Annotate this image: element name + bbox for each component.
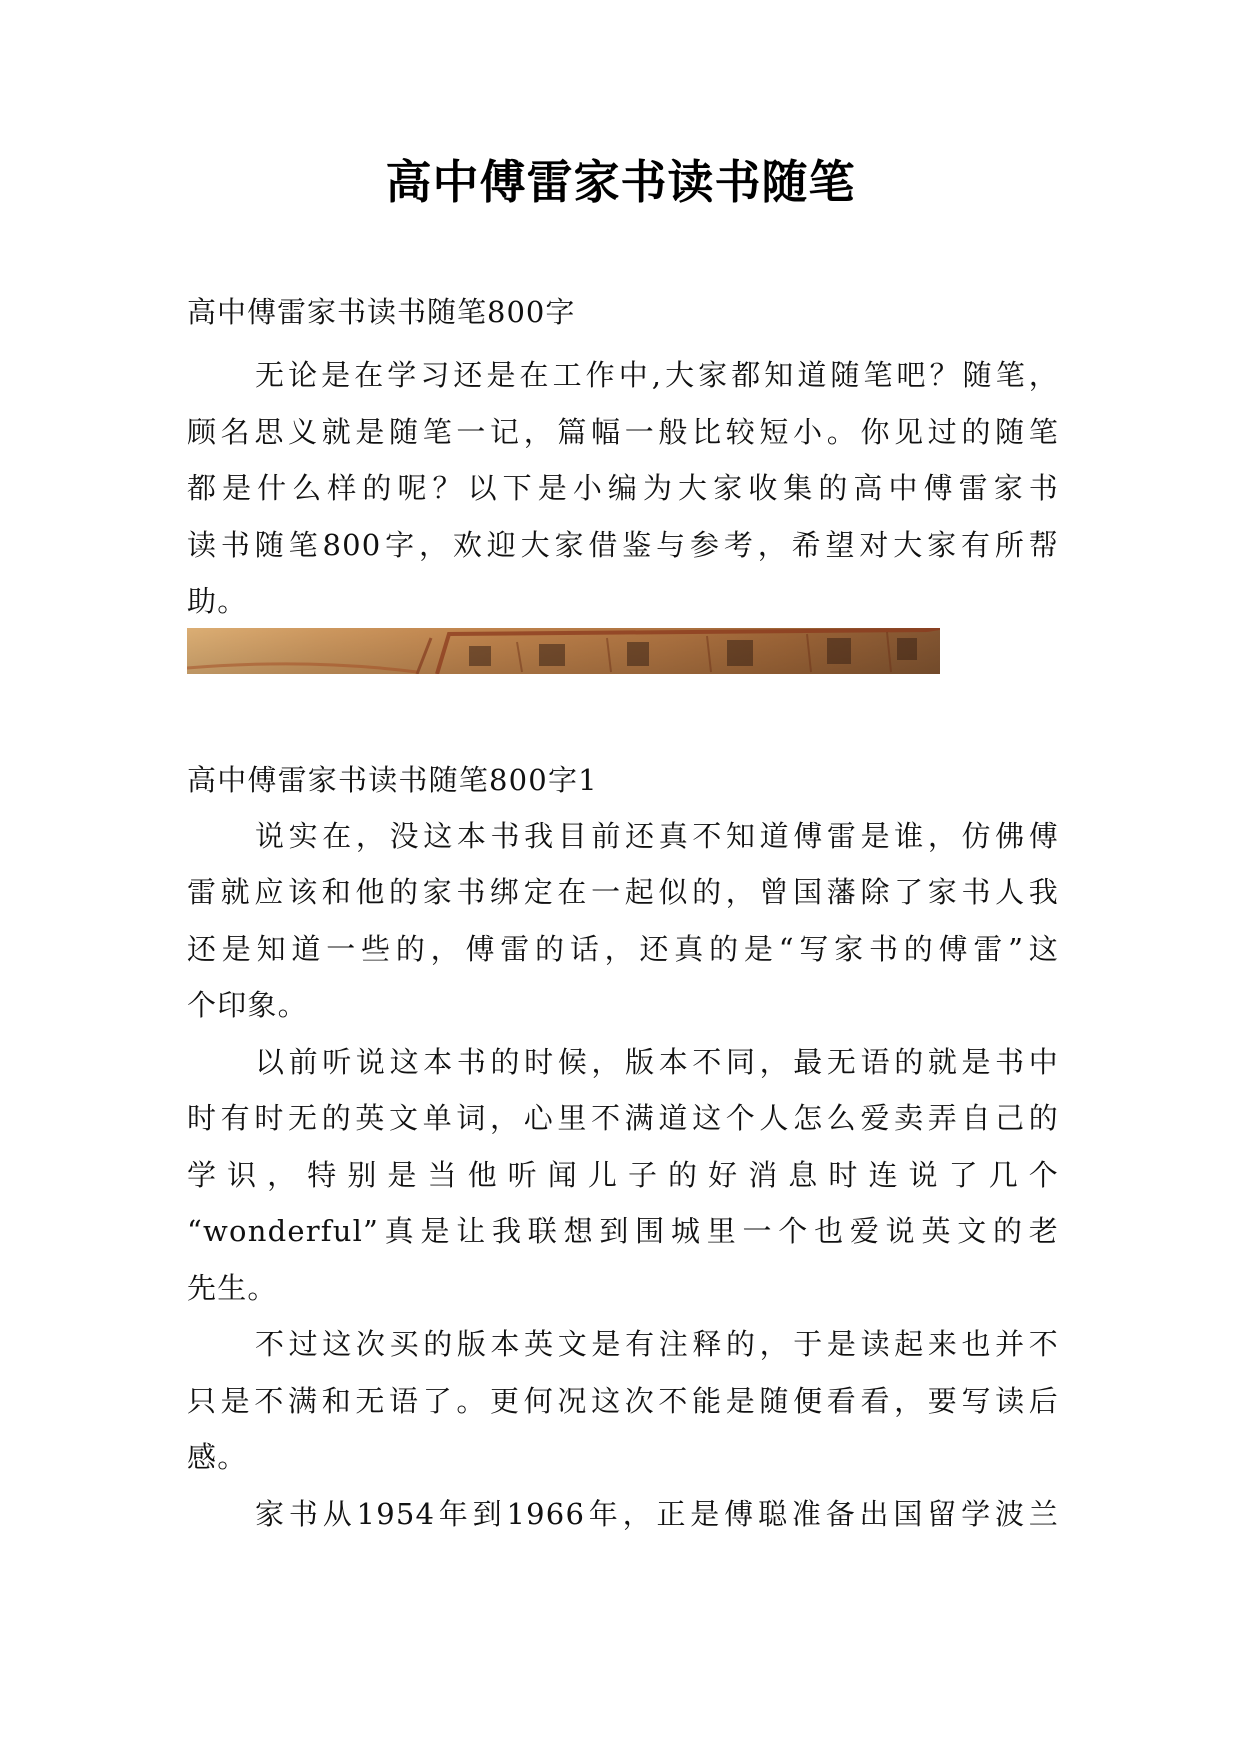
paragraph-line: 以前听说这本书的时候，版本不同，最无语的就是书中: [255, 1045, 1059, 1079]
paragraph-line: 个印象。: [187, 988, 308, 1022]
book-photo-banner: [187, 628, 940, 674]
paragraph-line: 还是知道一些的，傅雷的话，还真的是“写家书的傅雷”这: [187, 932, 1059, 966]
paragraph-line: 雷就应该和他的家书绑定在一起似的，曾国藩除了家书人我: [187, 875, 1059, 909]
document-title: 高中傅雷家书读书随笔: [385, 155, 856, 209]
intro-line: 顾名思义就是随笔一记，篇幅一般比较短小。你见过的随笔: [187, 415, 1059, 449]
intro-line: 都是什么样的呢？以下是小编为大家收集的高中傅雷家书: [187, 471, 1059, 505]
section-heading: 高中傅雷家书读书随笔800字1: [187, 763, 598, 797]
paragraph-line: 先生。: [187, 1271, 278, 1305]
paragraph-line: 说实在，没这本书我目前还真不知道傅雷是谁，仿佛傅: [255, 819, 1059, 853]
book-photo-image: [187, 628, 940, 674]
paragraph-line: 学识，特别是当他听闻儿子的好消息时连说了几个: [187, 1158, 1059, 1192]
paragraph-line: 只是不满和无语了。更何况这次不能是随便看看，要写读后: [187, 1384, 1059, 1418]
paragraph-line: 家书从1954年到1966年，正是傅聪准备出国留学波兰: [255, 1497, 1059, 1531]
paragraph-line: “wonderful”真是让我联想到围城里一个也爱说英文的老: [187, 1214, 1059, 1248]
paragraph-line: 不过这次买的版本英文是有注释的，于是读起来也并不: [255, 1327, 1059, 1361]
paragraph-line: 时有时无的英文单词，心里不满道这个人怎么爱卖弄自己的: [187, 1101, 1059, 1135]
intro-line: 无论是在学习还是在工作中,大家都知道随笔吧？随笔，: [255, 358, 1059, 392]
document-subtitle: 高中傅雷家书读书随笔800字: [187, 295, 576, 329]
paragraph-line: 感。: [187, 1440, 248, 1474]
intro-line: 读书随笔800字，欢迎大家借鉴与参考，希望对大家有所帮: [187, 528, 1059, 562]
intro-line: 助。: [187, 584, 248, 618]
